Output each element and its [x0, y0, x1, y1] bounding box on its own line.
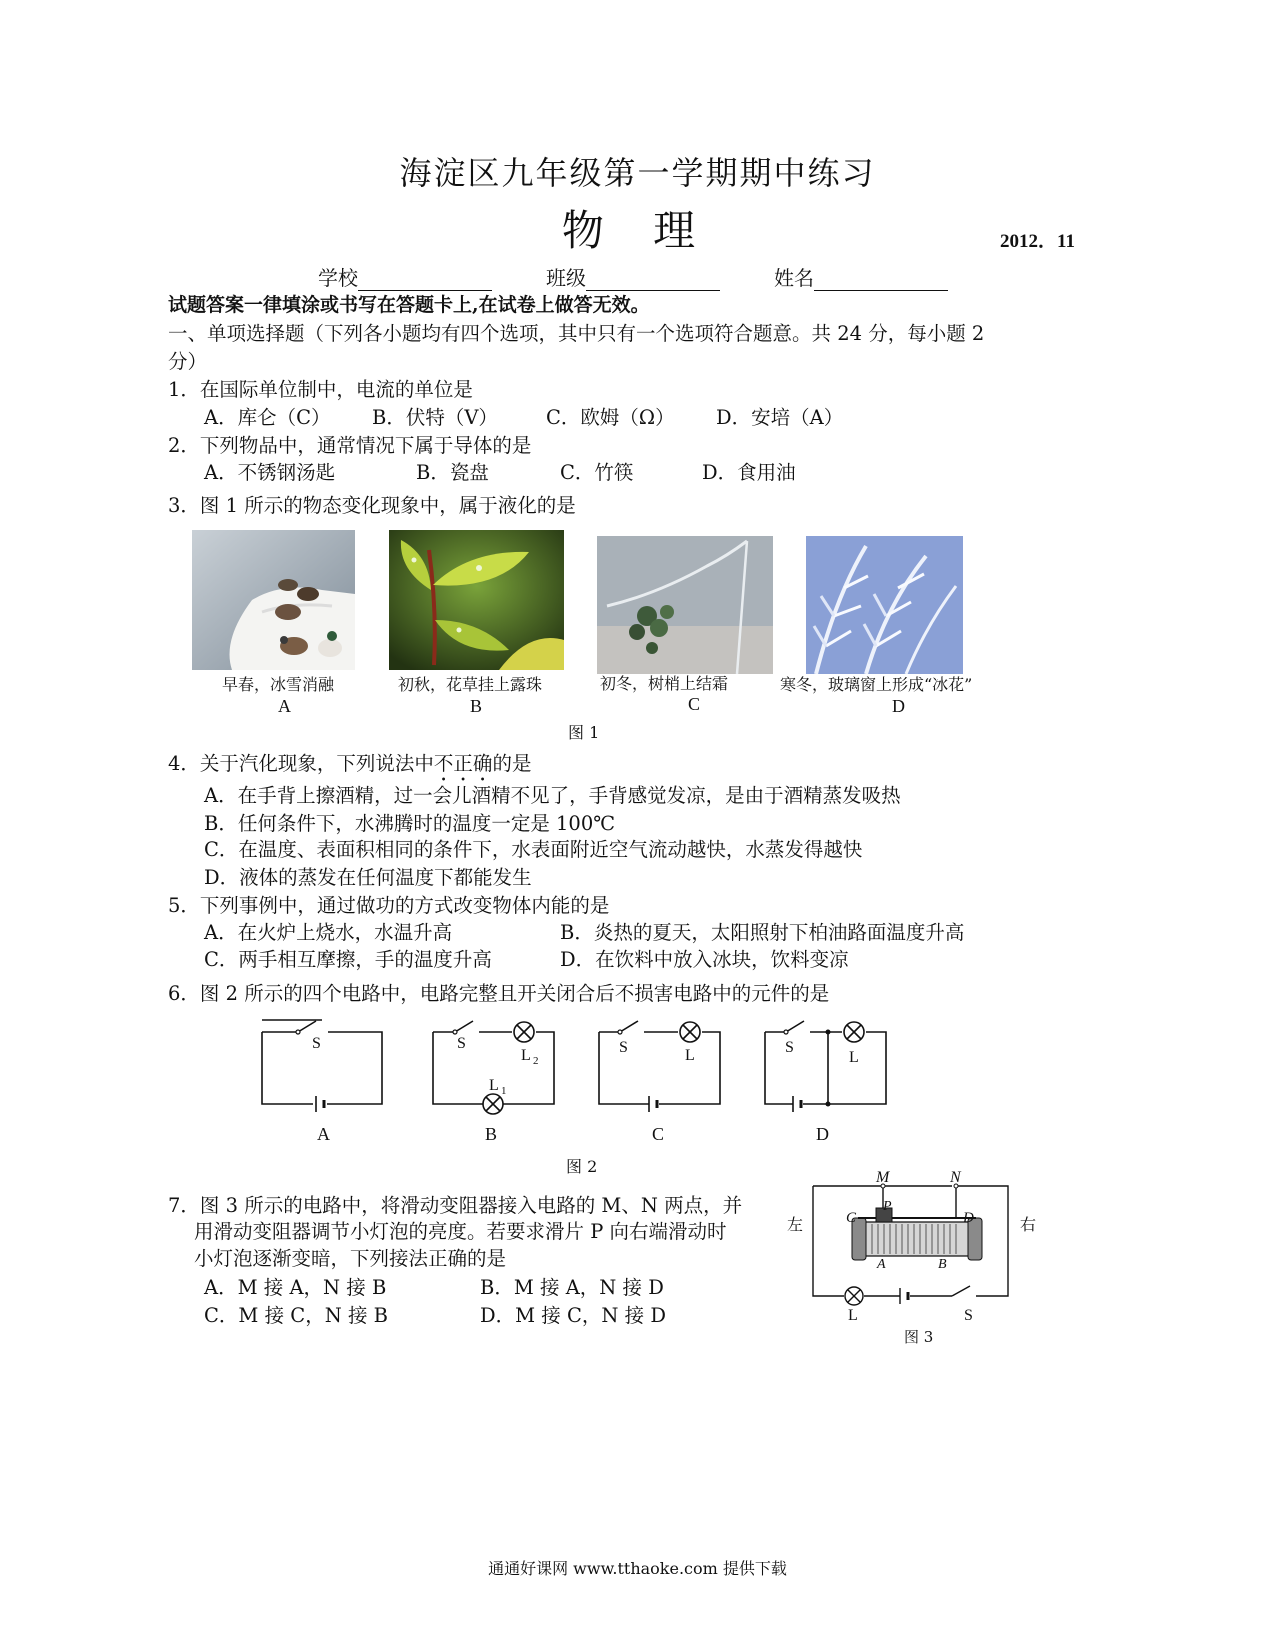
school-field[interactable] [318, 262, 492, 291]
school-label: 学校 [318, 266, 358, 290]
circuit-letter-a: A [317, 1124, 330, 1144]
label-l1-sub: 1 [501, 1085, 507, 1097]
q7-line1: 7．图 3 所示的电路中，将滑动变阻器接入电路的 M、N 两点，并 [168, 1194, 743, 1217]
label-s-b: S [457, 1035, 466, 1052]
caption-a: 早春，冰雪消融 [222, 675, 335, 694]
section1-heading-cont: 分） [168, 350, 208, 373]
q1-option-b: B．伏特（V） [372, 406, 498, 429]
q4-stem-post: 的是 [492, 752, 532, 775]
class-field[interactable] [546, 262, 720, 291]
label-d: D [963, 1210, 974, 1226]
q7-option-b: B．M 接 A，N 接 D [480, 1276, 664, 1299]
q5-option-b: B．炎热的夏天，太阳照射下柏油路面温度升高 [560, 921, 965, 944]
q4-stem-emphasis: 不正确 [433, 752, 493, 775]
name-field[interactable] [774, 262, 948, 291]
subject-title: 物 理 [561, 206, 714, 255]
photo-letter-a: A [278, 696, 291, 716]
section1-heading: 一、单项选择题（下列各小题均有四个选项，其中只有一个选项符合题意。共 24 分，每小题 2 [168, 322, 985, 345]
figure2-circuits [250, 1010, 910, 1150]
exam-date: 2012．11 [1000, 231, 1075, 252]
name-blank[interactable] [814, 270, 948, 291]
q2-option-b: B．瓷盘 [416, 461, 489, 484]
label-m: M [876, 1169, 890, 1186]
q1-option-d: D．安培（A） [716, 406, 844, 429]
label-l-c: L [685, 1047, 695, 1064]
label-l1: L [489, 1077, 499, 1094]
label-left: 左 [787, 1215, 804, 1234]
q5-stem: 5．下列事例中，通过做功的方式改变物体内能的是 [168, 894, 610, 917]
label-l2-sub: 2 [533, 1055, 539, 1067]
q7-line3: 小灯泡逐渐变暗，下列接法正确的是 [194, 1247, 507, 1270]
label-c: C [846, 1210, 857, 1226]
q7-option-c: C．M 接 C，N 接 B [204, 1304, 388, 1327]
q5-option-c: C．两手相互摩擦，手的温度升高 [204, 948, 492, 971]
label-s-d: S [785, 1039, 794, 1056]
q2-option-d: D．食用油 [702, 461, 796, 484]
q5-option-a: A．在火炉上烧水，水温升高 [204, 921, 453, 944]
q7-option-d: D．M 接 C，N 接 D [480, 1304, 667, 1327]
figure3-rheostat-circuit [780, 1160, 1050, 1350]
label-b: B [938, 1257, 947, 1272]
q2-option-a: A．不锈钢汤匙 [204, 461, 336, 484]
photo-letter-d: D [892, 696, 905, 716]
q2-option-c: C．竹筷 [560, 461, 634, 484]
photo-frost-branch [597, 536, 773, 674]
q1-stem: 1．在国际单位制中，电流的单位是 [168, 378, 473, 401]
page-footer: 通通好课网 www.tthaoke.com 提供下载 [488, 1559, 787, 1578]
photo-letter-b: B [470, 696, 483, 716]
answer-notice: 试题答案一律填涂或书写在答题卡上,在试卷上做答无效。 [168, 294, 650, 316]
q4-option-b: B．任何条件下，水沸腾时的温度一定是 100℃ [204, 812, 616, 835]
label-l-d: L [849, 1049, 859, 1066]
label-s-c: S [619, 1039, 628, 1056]
caption-d: 寒冬，玻璃窗上形成“冰花” [780, 675, 973, 694]
q4-option-c: C．在温度、表面积相同的条件下，水表面附近空气流动越快，水蒸发得越快 [204, 838, 863, 861]
photo-letter-c: C [688, 694, 701, 714]
q4-option-a: A．在手背上擦酒精，过一会儿酒精不见了，手背感觉发凉，是由于酒精蒸发吸热 [204, 784, 901, 807]
label-lamp: L [848, 1307, 858, 1324]
class-label: 班级 [546, 266, 586, 290]
label-s-a: S [312, 1035, 321, 1052]
label-l2: L [521, 1047, 531, 1064]
figure3-label: 图 3 [904, 1328, 934, 1346]
exam-title: 海淀区九年级第一学期期中练习 [399, 154, 876, 192]
q2-stem: 2．下列物品中，通常情况下属于导体的是 [168, 434, 532, 457]
q1-option-c: C．欧姆（Ω） [546, 406, 675, 429]
label-switch: S [964, 1307, 973, 1324]
label-right: 右 [1020, 1215, 1037, 1234]
caption-c: 初冬，树梢上结霜 [600, 674, 729, 693]
photo-dew-leaves [389, 530, 564, 670]
figure1-label: 图 1 [568, 723, 600, 742]
circuit-letter-c: C [652, 1124, 665, 1144]
caption-b: 初秋，花草挂上露珠 [398, 675, 543, 694]
circuit-letter-d: D [816, 1124, 829, 1144]
label-p: P [883, 1199, 892, 1214]
q5-option-d: D．在饮料中放入冰块，饮料变凉 [560, 948, 849, 971]
class-blank[interactable] [586, 270, 720, 291]
label-a: A [877, 1257, 886, 1272]
figure2-label: 图 2 [566, 1157, 598, 1176]
circuit-letter-b: B [485, 1124, 498, 1144]
label-n: N [950, 1169, 961, 1186]
photo-ice-flower [806, 536, 963, 674]
school-blank[interactable] [358, 270, 492, 291]
name-label: 姓名 [774, 266, 814, 290]
q7-line2: 用滑动变阻器调节小灯泡的亮度。若要求滑片 P 向右端滑动时 [194, 1220, 727, 1243]
q3-stem: 3．图 1 所示的物态变化现象中，属于液化的是 [168, 494, 576, 517]
q1-option-a: A．库仑（C） [204, 406, 331, 429]
photo-melting-snow [192, 530, 355, 670]
q7-option-a: A．M 接 A，N 接 B [204, 1276, 387, 1299]
q4-stem-pre: 4．关于汽化现象，下列说法中 [168, 752, 434, 775]
q4-option-d: D．液体的蒸发在任何温度下都能发生 [204, 866, 532, 889]
q6-stem: 6．图 2 所示的四个电路中，电路完整且开关闭合后不损害电路中的元件的是 [168, 982, 830, 1005]
